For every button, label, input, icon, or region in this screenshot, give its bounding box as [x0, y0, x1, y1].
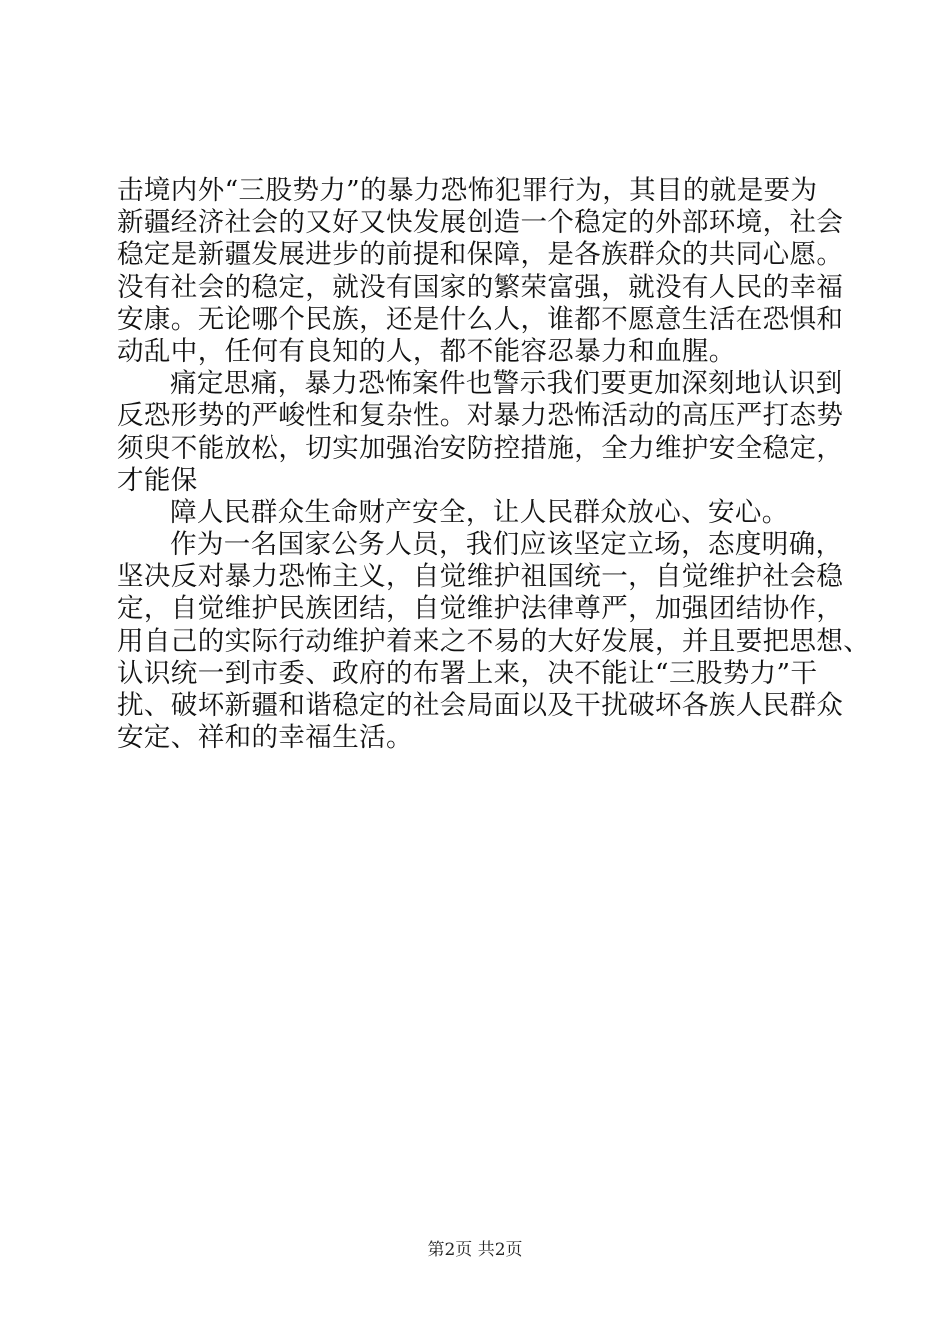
text-line: 痛定思痛，暴力恐怖案件也警示我们要更加深刻地认识到 — [170, 368, 843, 400]
text-line: 没有社会的稳定，就没有国家的繁荣富强，就没有人民的幸福 — [117, 271, 844, 303]
text-line: 认识统一到市委、政府的布署上来，决不能让“三股势力”干 — [117, 657, 818, 689]
document-body — [117, 175, 871, 754]
text-line: 新疆经济社会的又好又快发展创造一个稳定的外部环境，社会 — [117, 207, 844, 239]
text-line: 障人民群众生命财产安全，让人民群众放心、安心。 — [170, 496, 789, 528]
text-line: 反恐形势的严峻性和复杂性。对暴力恐怖活动的高压严打态势 — [117, 400, 844, 432]
text-line: 坚决反对暴力恐怖主义，自觉维护祖国统一，自觉维护社会稳 — [117, 561, 844, 593]
text-line: 才能保 — [117, 464, 198, 496]
text-line: 用自己的实际行动维护着来之不易的大好发展，并且要把思想、 — [117, 625, 871, 657]
text-line: 定，自觉维护民族团结，自觉维护法律尊严，加强团结协作， — [117, 593, 844, 625]
text-line: 动乱中，任何有良知的人，都不能容忍暴力和血腥。 — [117, 335, 736, 367]
text-line: 须臾不能放松，切实加强治安防控措施，全力维护安全稳定， — [117, 432, 844, 464]
text-line: 安康。无论哪个民族，还是什么人，谁都不愿意生活在恐惧和 — [117, 303, 844, 335]
page-footer: 第2页 共2页 — [427, 1240, 523, 1260]
text-line: 扰、破坏新疆和谐稳定的社会局面以及干扰破坏各族人民群众 — [117, 690, 844, 721]
text-line: 安定、祥和的幸福生活。 — [117, 722, 413, 754]
text-line: 击境内外“三股势力”的暴力恐怖犯罪行为，其目的就是要为 — [117, 175, 818, 206]
text-line: 稳定是新疆发展进步的前提和保障，是各族群众的共同心愿。 — [117, 239, 844, 271]
text-line: 作为一名国家公务人员，我们应该坚定立场，态度明确， — [170, 529, 843, 561]
